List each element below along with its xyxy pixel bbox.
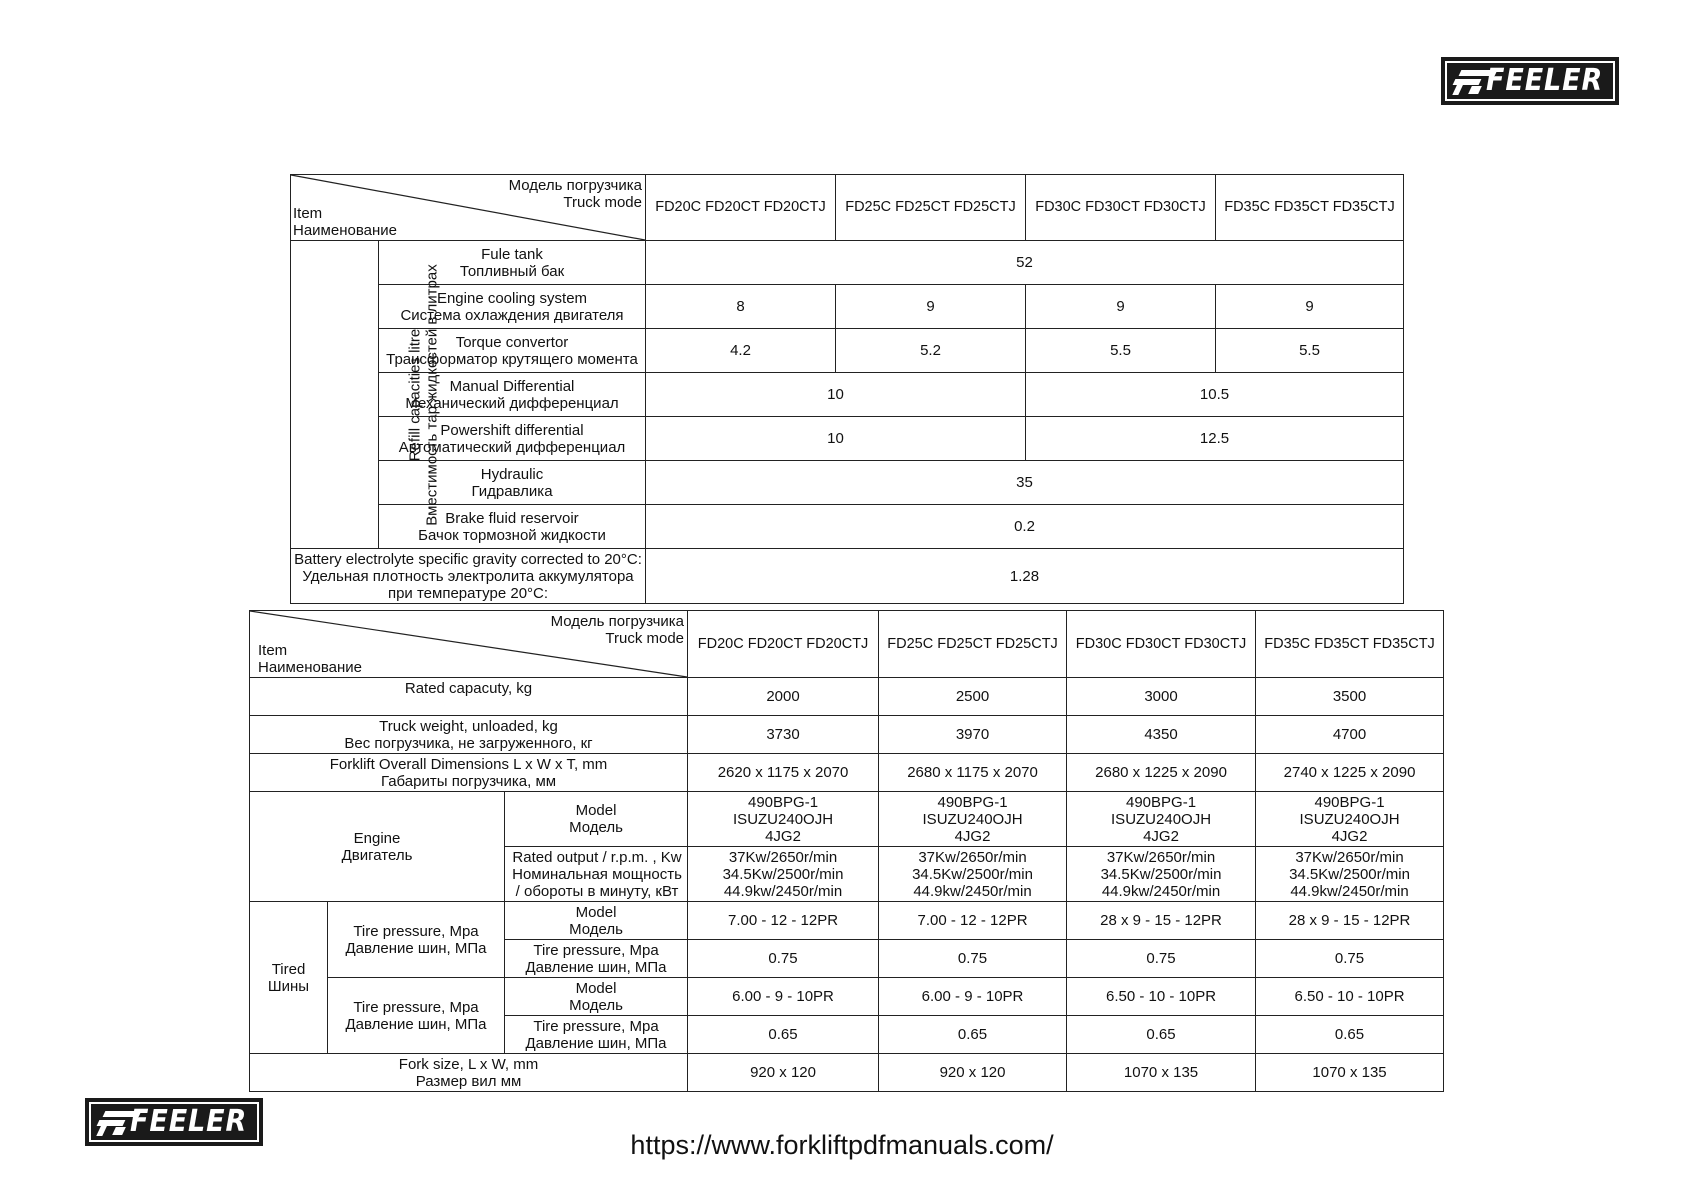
- header-item-ru: Наименование: [293, 222, 397, 239]
- row-label: Engine cooling system Система охлаждения двигателя: [379, 285, 646, 329]
- row-engine-model: [250, 792, 1444, 847]
- table2-header-row: [250, 611, 1444, 678]
- value-cell: 1070 x 135: [1256, 1054, 1444, 1092]
- header-model-ru: Модель погрузчика: [550, 613, 685, 630]
- value-cell: 9: [836, 285, 1026, 329]
- value-cell: 28 x 9 - 15 - 12PR: [1067, 902, 1256, 940]
- header-model-ru: Модель погрузчика: [508, 177, 642, 194]
- row-label: Torque convertor Трансформатор крутящего момента: [379, 329, 646, 373]
- value-cell: 6.00 - 9 - 10PR: [879, 978, 1067, 1016]
- row-label: Model Модель: [505, 902, 688, 940]
- value-cell: 5.5: [1216, 329, 1404, 373]
- value-cell: 2680 x 1225 x 2090: [1067, 754, 1256, 792]
- tire-subgroup-label: Tire pressure, Mpa Давление шин, МПа: [328, 902, 505, 978]
- row-label: Battery electrolyte specific gravity corrected to 20°C: Удельная плотность электролита аккумулятора при температуре 20°C:: [291, 549, 646, 604]
- value-cell: 10.5: [1026, 373, 1404, 417]
- row-brake-fluid: [291, 505, 1404, 549]
- value-cell: 2620 x 1175 x 2070: [688, 754, 879, 792]
- model-column-header: FD35C FD35CT FD35CTJ: [1256, 611, 1444, 678]
- value-cell: 37Kw/2650r/min 34.5Kw/2500r/min 44.9kw/2450r/min: [688, 847, 879, 902]
- row-label: Model Модель: [505, 978, 688, 1016]
- model-column-header: FD25C FD25CT FD25CTJ: [836, 175, 1026, 241]
- value-cell: 5.5: [1026, 329, 1216, 373]
- value-cell: 1.28: [646, 549, 1404, 604]
- value-cell: 35: [646, 461, 1404, 505]
- row-rear-tire-model: [250, 978, 1444, 1016]
- row-label: Tire pressure, Mpa Давление шин, МПа: [505, 1016, 688, 1054]
- value-cell: 920 x 120: [879, 1054, 1067, 1092]
- value-cell: 490BPG-1 ISUZU240OJH 4JG2: [688, 792, 879, 847]
- header-model-en: Truck mode: [605, 630, 685, 647]
- row-label: Powershift differential Автоматический дифференциал: [379, 417, 646, 461]
- value-cell: 4.2: [646, 329, 836, 373]
- table2-diagonal-header: [250, 611, 688, 678]
- row-front-tire-model: [250, 902, 1444, 940]
- value-cell: 52: [646, 241, 1404, 285]
- row-engine-cooling: [291, 285, 1404, 329]
- refill-capacities-group-label: [291, 241, 441, 549]
- tires-group-label: Tired Шины: [250, 902, 328, 1054]
- model-column-header: FD25C FD25CT FD25CTJ: [879, 611, 1067, 678]
- row-fuel-tank: [291, 241, 1404, 285]
- row-hydraulic: [291, 461, 1404, 505]
- table1-header-row: [291, 175, 1404, 241]
- value-cell: 6.50 - 10 - 10PR: [1256, 978, 1444, 1016]
- value-cell: 0.65: [1256, 1016, 1444, 1054]
- header-item-ru: Наименование: [258, 659, 362, 676]
- value-cell: 1070 x 135: [1067, 1054, 1256, 1092]
- row-label: Tire pressure, Mpa Давление шин, МПа: [505, 940, 688, 978]
- value-cell: 10: [646, 373, 1026, 417]
- value-cell: 0.75: [1256, 940, 1444, 978]
- value-cell: 0.75: [688, 940, 879, 978]
- header-model-en: Truck mode: [563, 194, 642, 211]
- row-label: Model Модель: [505, 792, 688, 847]
- feeler-logo-top: [1441, 57, 1619, 105]
- value-cell: 2000: [688, 678, 879, 716]
- row-label: Fule tank Топливный бак: [379, 241, 646, 285]
- row-label: Forklift Overall Dimensions L x W x T, mm Габариты погрузчика, мм: [250, 754, 688, 792]
- value-cell: 920 x 120: [688, 1054, 879, 1092]
- row-label: Rated output / r.p.m. , Kw Номинальная мощность / обороты в минуту, кВт: [505, 847, 688, 902]
- model-column-header: FD35C FD35CT FD35CTJ: [1216, 175, 1404, 241]
- value-cell: 4700: [1256, 716, 1444, 754]
- row-overall-dimensions: [250, 754, 1444, 792]
- value-cell: 2500: [879, 678, 1067, 716]
- feeler-logo-icon: [1452, 66, 1480, 96]
- value-cell: 2680 x 1175 x 2070: [879, 754, 1067, 792]
- value-cell: 0.65: [1067, 1016, 1256, 1054]
- engine-group-label: Engine Двигатель: [250, 792, 505, 902]
- logo-text: FEELER: [129, 1104, 247, 1139]
- value-cell: 7.00 - 12 - 12PR: [688, 902, 879, 940]
- model-column-header: FD20C FD20CT FD20CTJ: [688, 611, 879, 678]
- value-cell: 4350: [1067, 716, 1256, 754]
- value-cell: 9: [1216, 285, 1404, 329]
- row-rated-capacity: [250, 678, 1444, 716]
- value-cell: 2740 x 1225 x 2090: [1256, 754, 1444, 792]
- model-column-header: FD20C FD20CT FD20CTJ: [646, 175, 836, 241]
- value-cell: 0.65: [879, 1016, 1067, 1054]
- row-torque-convertor: [291, 329, 1404, 373]
- value-cell: 10: [646, 417, 1026, 461]
- value-cell: 6.00 - 9 - 10PR: [688, 978, 879, 1016]
- group-label-en: Refill capacities litre: [406, 328, 424, 461]
- row-label: Truck weight, unloaded, kg Вес погрузчика, не загруженного, кг: [250, 716, 688, 754]
- model-column-header: FD30C FD30CT FD30CTJ: [1026, 175, 1216, 241]
- value-cell: 7.00 - 12 - 12PR: [879, 902, 1067, 940]
- logo-text: FEELER: [1485, 63, 1603, 98]
- value-cell: 3730: [688, 716, 879, 754]
- value-cell: 5.2: [836, 329, 1026, 373]
- row-label: Brake fluid reservoir Бачок тормозной жидкости: [379, 505, 646, 549]
- value-cell: 37Kw/2650r/min 34.5Kw/2500r/min 44.9kw/2450r/min: [1067, 847, 1256, 902]
- header-item-en: Item: [258, 642, 288, 659]
- value-cell: 3500: [1256, 678, 1444, 716]
- value-cell: 3970: [879, 716, 1067, 754]
- value-cell: 8: [646, 285, 836, 329]
- row-label: Hydraulic Гидравлика: [379, 461, 646, 505]
- table1-diagonal-header: [291, 175, 646, 241]
- row-manual-differential: [291, 373, 1404, 417]
- row-truck-weight: [250, 716, 1444, 754]
- value-cell: 37Kw/2650r/min 34.5Kw/2500r/min 44.9kw/2450r/min: [879, 847, 1067, 902]
- value-cell: 490BPG-1 ISUZU240OJH 4JG2: [879, 792, 1067, 847]
- model-column-header: FD30C FD30CT FD30CTJ: [1067, 611, 1256, 678]
- value-cell: 6.50 - 10 - 10PR: [1067, 978, 1256, 1016]
- value-cell: 490BPG-1 ISUZU240OJH 4JG2: [1067, 792, 1256, 847]
- header-item-en: Item: [293, 205, 323, 222]
- value-cell: 490BPG-1 ISUZU240OJH 4JG2: [1256, 792, 1444, 847]
- value-cell: 3000: [1067, 678, 1256, 716]
- tire-subgroup-label: Tire pressure, Mpa Давление шин, МПа: [328, 978, 505, 1054]
- value-cell: 12.5: [1026, 417, 1404, 461]
- refill-capacities-table: [290, 174, 1404, 604]
- value-cell: 28 x 9 - 15 - 12PR: [1256, 902, 1444, 940]
- value-cell: 0.75: [1067, 940, 1256, 978]
- row-fork-size: [250, 1054, 1444, 1092]
- row-powershift-differential: [291, 417, 1404, 461]
- row-label: Manual Differential Механический дифференциал: [379, 373, 646, 417]
- general-specs-table: [249, 610, 1444, 1092]
- value-cell: 0.75: [879, 940, 1067, 978]
- row-label: Fork size, L x W, mm Размер вил мм: [250, 1054, 688, 1092]
- row-label: Rated capacuty, kg: [250, 678, 688, 716]
- value-cell: 0.2: [646, 505, 1404, 549]
- value-cell: 9: [1026, 285, 1216, 329]
- value-cell: 0.65: [688, 1016, 879, 1054]
- footer-url[interactable]: https://www.forkliftpdfmanuals.com/: [630, 1130, 1054, 1160]
- group-label-ru: Вместимость тар жидкостей в литрах: [423, 263, 441, 526]
- row-battery-electrolyte: [291, 549, 1404, 604]
- value-cell: 37Kw/2650r/min 34.5Kw/2500r/min 44.9kw/2450r/min: [1256, 847, 1444, 902]
